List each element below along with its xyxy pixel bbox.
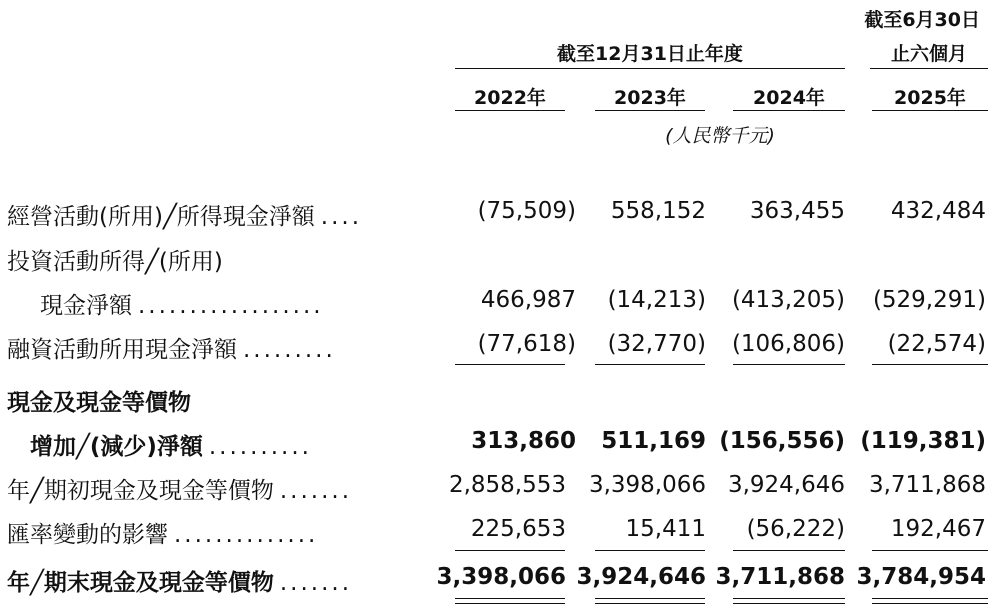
row-operating-label: 經營活動(所用)╱所得現金淨額 .... [7,204,363,230]
cell-closing-2023: 3,924,646 [576,564,706,590]
header-six-month-rule [870,68,988,69]
cell-financing-2022: (77,618) [477,331,576,357]
cell-opening-2025: 3,711,868 [868,472,986,498]
cell-fx-2023: 15,411 [625,516,706,542]
double-rule-bottom-2025 [872,603,988,604]
cell-financing-2025: (22,574) [887,331,986,357]
unit-label: (人民幣千元) [665,125,775,147]
cell-closing-2025: 3,784,954 [856,564,986,590]
six-month-header-line1: 截至6月30日 [864,9,980,31]
cell-opening-2024: 3,924,646 [727,472,845,498]
col-rule-2022 [455,110,565,111]
row-financing-label: 融資活動所用現金淨額 ......... [7,337,336,363]
double-rule-top-2022 [455,598,565,599]
cell-investing-2025: (529,291) [872,287,986,313]
cell-investing-2022: 466,987 [480,287,576,313]
cell-closing-2024: 3,711,868 [715,564,845,590]
cell-fx-2022: 225,653 [470,516,566,542]
cell-net-change-2024: (156,556) [719,428,845,454]
six-month-header-line2: 止六個月 [890,43,967,65]
double-rule-top-2023 [595,598,705,599]
cell-operating-2023: 558,152 [610,198,706,224]
double-rule-bottom-2024 [733,603,845,604]
row-investing-label: 投資活動所得╱(所用) [7,249,223,275]
cell-fx-2024: (56,222) [746,516,845,542]
col-header-2024: 2024年 [753,87,825,109]
cell-fx-2025: 192,467 [890,516,986,542]
cell-opening-2023: 3,398,066 [588,472,706,498]
double-rule-bottom-2023 [595,603,705,604]
col-header-2022: 2022年 [474,87,546,109]
row-net-change-label: 增加╱(減少)淨額 .......... [30,434,312,460]
total-rule-2024 [733,550,845,551]
row-fx-effect-label: 匯率變動的影響 .............. [7,522,319,548]
col-rule-2024 [733,110,845,111]
row-closing-balance-label: 年╱期末現金及現金等價物 ....... [7,570,353,596]
cell-net-change-2023: 511,169 [601,428,706,454]
cell-financing-2023: (32,770) [607,331,706,357]
row-opening-balance-label: 年╱期初現金及現金等價物 ....... [7,478,353,504]
col-header-2023: 2023年 [614,87,686,109]
double-rule-top-2024 [733,598,845,599]
row-investing-net-label: 現金淨額 .................. [40,293,324,319]
col-rule-2023 [595,110,705,111]
double-rule-bottom-2022 [455,603,565,604]
cell-net-change-2025: (119,381) [860,428,986,454]
col-rule-2025 [872,110,988,111]
col-header-2025: 2025年 [894,87,966,109]
subtotal-rule-2022 [455,364,565,365]
cell-closing-2022: 3,398,066 [436,564,566,590]
row-cash-equivalents-label: 現金及現金等價物 [7,390,191,416]
cell-financing-2024: (106,806) [731,331,845,357]
subtotal-rule-2025 [872,364,988,365]
total-rule-2023 [595,550,705,551]
header-group-rule [455,68,845,69]
year-ended-header: 截至12月31日止年度 [557,43,743,65]
cell-operating-2024: 363,455 [749,198,845,224]
cell-net-change-2022: 313,860 [471,428,576,454]
cell-operating-2025: 432,484 [890,198,986,224]
subtotal-rule-2023 [595,364,705,365]
subtotal-rule-2024 [733,364,845,365]
double-rule-top-2025 [872,598,988,599]
total-rule-2025 [872,550,988,551]
cell-investing-2023: (14,213) [607,287,706,313]
cell-operating-2022: (75,509) [477,198,576,224]
cell-opening-2022: 2,858,553 [448,472,566,498]
total-rule-2022 [455,550,565,551]
cell-investing-2024: (413,205) [731,287,845,313]
